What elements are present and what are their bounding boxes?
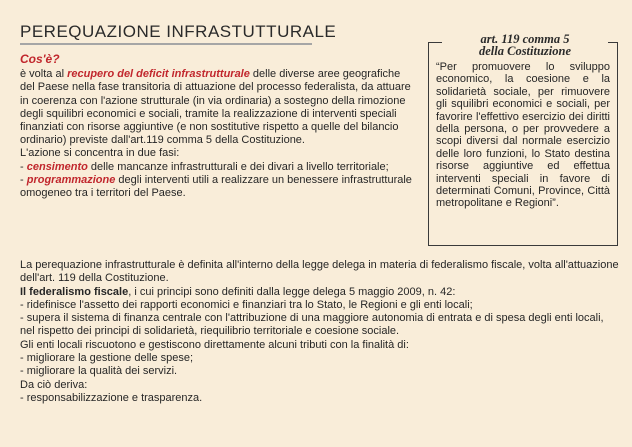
phase-2-keyword: programmazione bbox=[26, 173, 116, 186]
intro-section bbox=[20, 53, 412, 200]
phase-1-keyword: censimento bbox=[26, 160, 88, 173]
intro-text-end: delle diverse aree geografiche del Paese nella fase transitoria di attuazione del processo federalista, da attuare in coerenza con l'azione strutturale (in via ordinaria) a sostegno della rimozione degli squilibri economici e sociali, tramite la realizzazione di interventi speciali finanziati con risorse aggiuntive (e non sostitutive rispetto a quelle del bilancio ordinario) previste dall'art.119 comma 5 della Costituzione. bbox=[20, 68, 411, 147]
intro-text-start: è volta al bbox=[20, 68, 68, 81]
enti-locali-paragraph: Gli enti locali riscuotono e gestiscono direttamente alcuni tributi con la finalità di: bbox=[20, 338, 409, 351]
list-item: - migliorare la gestione delle spese; bbox=[20, 352, 194, 365]
constitution-quote-label bbox=[442, 33, 608, 57]
perequazione-paragraph: La perequazione infrastrutturale è definita all'interno della legge delega in materia di federalismo fiscale, volta all'attuazione dell'art. 119 della Costituzione. bbox=[20, 259, 619, 285]
phase-item-2 bbox=[20, 174, 412, 200]
section-subhead: Cos'è? bbox=[20, 52, 60, 66]
phase-item-1 bbox=[20, 161, 412, 174]
federalism-section bbox=[20, 259, 620, 405]
list-item: - responsabilizzazione e trasparenza. bbox=[20, 391, 203, 404]
consequence-intro: Da ciò deriva: bbox=[20, 378, 88, 391]
federalismo-text: , i cui principi sono definiti dalla legge delega 5 maggio 2009, n. 42: bbox=[128, 285, 456, 298]
title-divider bbox=[20, 43, 312, 45]
intro-highlight: recupero del deficit infrastrutturale bbox=[67, 68, 250, 81]
phase-bullet: - bbox=[20, 160, 27, 173]
label-line-2: della Costituzione bbox=[478, 44, 572, 58]
constitution-quote-box bbox=[428, 42, 618, 246]
intro-paragraph bbox=[20, 68, 412, 147]
list-item: - migliorare la qualità dei servizi. bbox=[20, 365, 178, 378]
phase-2-text: degli interventi utili a realizzare un benessere infrastrutturale omogeneo tra i territori del Paese. bbox=[20, 173, 412, 200]
page-title: PEREQUAZIONE INFRASTUTTURALE bbox=[20, 22, 337, 41]
phase-bullet: - bbox=[20, 173, 27, 186]
federalismo-keyword: Il federalismo fiscale bbox=[20, 285, 129, 298]
list-item: - supera il sistema di finanza centrale con l'attribuzione di una maggiore autonomia di entrata e di spesa degli enti locali, nel rispetto dei principi di solidarietà, riequilibrio territoriale e coesione sociale. bbox=[20, 312, 604, 338]
phase-1-text: delle mancanze infrastrutturali e dei divari a livello territoriale; bbox=[87, 160, 389, 173]
list-item: - ridefinisce l'assetto dei rapporti economici e finanziari tra lo Stato, le Regioni e gli enti locali; bbox=[20, 298, 473, 311]
constitution-quote: “Per promuovere lo sviluppo economico, la coesione e la solidarietà sociale, per rimuovere gli squilibri economici e sociali, per favorire l'effettivo esercizio dei diritti della persona, o per provvedere a scopi diversi dal normale esercizio delle loro funzioni, lo Stato destina risorse aggiuntive ed effettua interventi speciali in favore di determinati Comuni, Province, Città metropolitane e Regioni”. bbox=[436, 61, 610, 210]
label-line-1: art. 119 comma 5 bbox=[480, 32, 570, 46]
phases-intro: L'azione si concentra in due fasi: bbox=[20, 147, 180, 160]
federalismo-paragraph bbox=[20, 286, 620, 299]
